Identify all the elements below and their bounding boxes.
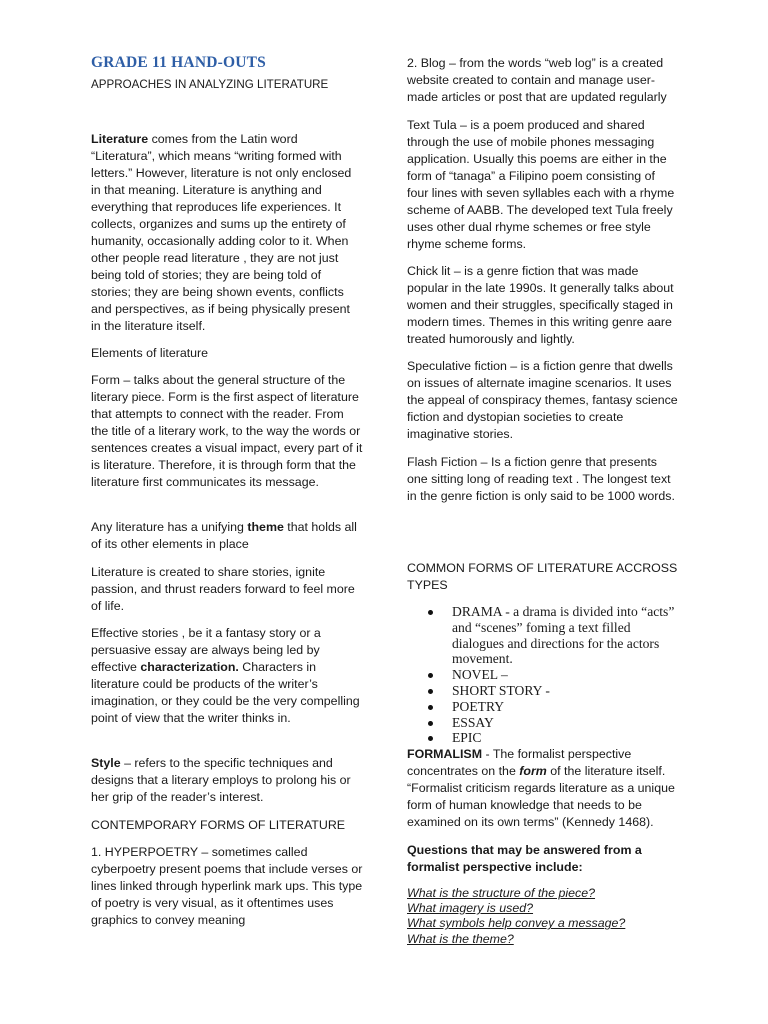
questions-list [407, 886, 625, 947]
document-subtitle: APPROACHES IN ANALYZING LITERATURE [91, 78, 329, 91]
formalism-paragraph [407, 746, 679, 831]
list-item: DRAMA - a drama is divided into “acts” and “scenes” foming a text filled dialogues and directions for the actors movement. [452, 604, 682, 667]
style-keyword: Style [91, 756, 121, 770]
question-link[interactable]: What is the structure of the piece? [407, 886, 596, 900]
characterization-paragraph [91, 625, 363, 727]
text-tula-paragraph: Text Tula – is a poem produced and shared through the use of mobile phones messaging application. Usually this poems are either in the form of “tanaga” a Filipino poem consisting of four lines with seven syllables each with a rhyme scheme of AABB. The developed text Tula freely uses other dual rhyme schemes or free style rhyme scheme forms. [407, 118, 675, 251]
common-forms-heading: COMMON FORMS OF LITERATURE ACCROSS TYPES [407, 561, 678, 592]
characterization-keyword: characterization. [140, 660, 239, 674]
question-link[interactable]: What symbols help convey a message? [407, 916, 626, 931]
form-paragraph: Form – talks about the general structure of the literary piece. Form is the first aspect of literature that attempts to connect with the reader. From the title of a literary work, to the way the words or sentences creates a visual impact, every part of it is literature. Therefore, it is through form that the literature first communicates its message. [91, 373, 363, 489]
formalism-text-start: - The formalist perspective concentrates on the [407, 747, 632, 778]
formalism-keyword: FORMALISM [407, 747, 483, 761]
characterization-text-start: Effective stories , be it a fantasy story or a persuasive essay are always being led by effective [91, 626, 321, 674]
list-item: ESSAY [452, 715, 682, 731]
style-paragraph [91, 755, 363, 806]
formalism-text-end: of the literature itself. “Formalist criticism regards literature as a unique form of human knowledge that needs to be examined on its own terms” (Kennedy 1468). [407, 764, 675, 829]
list-item: POETRY [452, 699, 682, 715]
question-link[interactable]: What is the theme? [407, 931, 514, 946]
list-item: SHORT STORY - [452, 683, 682, 699]
blog-paragraph: 2. Blog – from the words “web log” is a created website created to contain and manage user-made articles or post that are updated regularly [407, 56, 667, 104]
list-item: EPIC [452, 730, 682, 746]
characterization-text-end: Characters in literature could be products of the writer’s imagination, or they could be the very compelling point of view that the writer thinks in. [91, 660, 360, 725]
questions-heading: Questions that may be answered from a formalist perspective include: [407, 843, 642, 874]
speculative-fiction-paragraph: Speculative fiction – is a fiction genre that dwells on issues of alternate imagine scenarios. It uses the appeal of conspiracy themes, fantasy science fiction and dystopian societies to create imaginative stories. [407, 359, 678, 441]
theme-paragraph [91, 519, 363, 553]
chick-lit-paragraph: Chick lit – is a genre fiction that was made popular in the late 1990s. It generally talks about women and their struggles, specifically staged in modern times. Themes in this writing genre aare treated humorously and lightly. [407, 264, 674, 346]
share-paragraph: Literature is created to share stories, ignite passion, and thrust readers forward to feel more of life. [91, 565, 355, 613]
hyperpoetry-paragraph: 1. HYPERPOETRY – sometimes called cyberpoetry present poems that include verses or lines linked through hyperlink mark ups. This type of poetry is very visual, as it oftentimes uses graphics to convey meaning [91, 845, 363, 927]
contemporary-heading: CONTEMPORARY FORMS OF LITERATURE [91, 818, 346, 832]
question-link[interactable]: What imagery is used? [407, 901, 534, 916]
literature-intro-paragraph [91, 131, 363, 335]
literature-forms-list [407, 604, 682, 746]
theme-text-end: that holds all of its other elements in place [91, 520, 357, 551]
theme-text-start: Any literature has a unifying [91, 520, 248, 534]
elements-heading: Elements of literature [91, 346, 209, 360]
flash-fiction-paragraph: Flash Fiction – Is a fiction genre that presents one sitting long of reading text . The longest text in the genre fiction is only said to be 1000 words. [407, 455, 675, 503]
form-keyword: form [519, 764, 547, 778]
document-title: GRADE 11 HAND-OUTS [91, 54, 266, 71]
theme-keyword: theme [247, 520, 284, 534]
style-text: – refers to the specific techniques and designs that a literary employs to prolong his or her grip of the reader’s interest. [91, 756, 351, 804]
list-item: NOVEL – [452, 667, 682, 683]
literature-keyword: Literature [91, 132, 149, 146]
literature-intro-text: comes from the Latin word “Literatura”, which means “writing formed with letters.” However, literature is not only enclosed in that meaning. Literature is anything and everything that reproduces life experiences. It collects, organizes and sums up the entirety of humanity, occasionally adding color to it. When other people read literature , they are not just being told of stories; they are being told of stories; they are being shown events, conflicts and perspectives, as if being physically present in the literature itself. [91, 132, 352, 333]
